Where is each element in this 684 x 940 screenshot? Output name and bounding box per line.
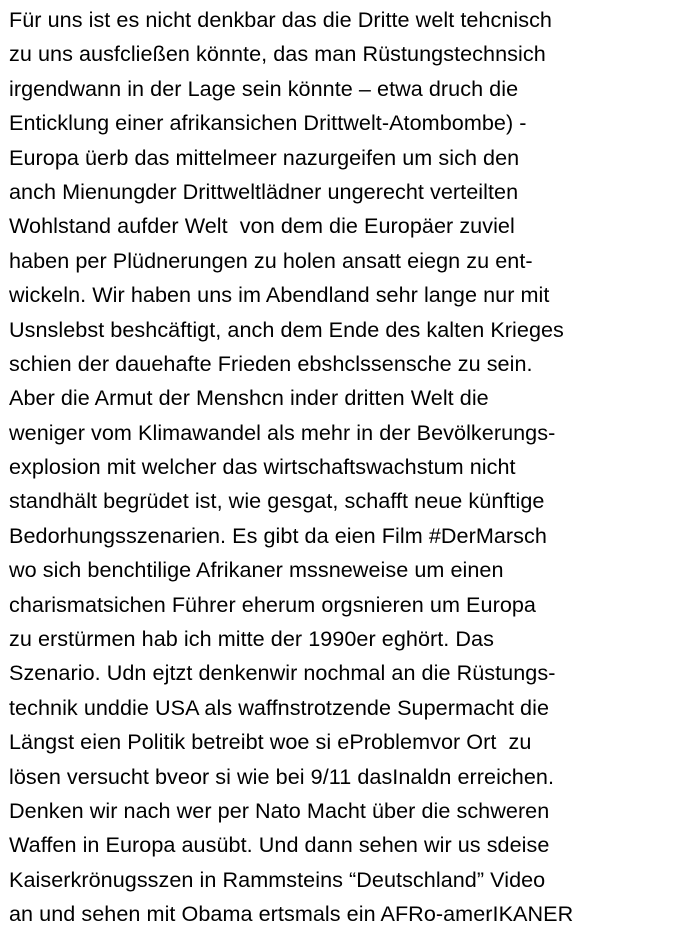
text-line: charismatsichen Führer eherum orgsnieren um Europa: [9, 591, 536, 617]
text-line: weniger vom Klimawandel als mehr in der Bevölkerungs-: [9, 419, 556, 445]
text-line: Aber die Armut der Menshcn inder dritten Welt die: [9, 385, 489, 411]
text-line: Waffen in Europa ausübt. Und dann sehen wir us sdeise: [9, 832, 550, 858]
text-line: explosion mit welcher das wirtschaftswachstum nicht: [9, 454, 516, 480]
text-line: standhält begrüdet ist, wie gesgat, schafft neue künftige: [9, 488, 545, 514]
text-line: anch Mienungder Drittweltlädner ungerecht verteilten: [9, 178, 519, 204]
body-text: [9, 3, 681, 932]
text-line: wo sich benchtilige Afrikaner mssneweise um einen: [9, 557, 504, 583]
text-line: Denken wir nach wer per Nato Macht über die schweren: [9, 797, 550, 823]
text-line: haben per Plüdnerungen zu holen ansatt eiegn zu ent-: [9, 247, 533, 273]
text-line: Längst eien Politik betreibt woe si eProblemvor Ort zu: [9, 729, 532, 755]
text-line: wickeln. Wir haben uns im Abendland sehr lange nur mit: [9, 282, 550, 308]
text-line: Für uns ist es nicht denkbar das die Dritte welt tehcnisch: [9, 7, 552, 32]
text-line: schien der dauehafte Frieden ebshclssensche zu sein.: [9, 350, 533, 376]
text-line: lösen versucht bveor si wie bei 9/11 dasInaldn erreichen.: [9, 763, 555, 789]
text-line: irgendwann in der Lage sein könnte – etwa druch die: [9, 75, 519, 101]
text-line: Szenario. Udn ejtzt denkenwir nochmal an die Rüstungs-: [9, 660, 556, 686]
text-line: Europa üerb das mittelmeer nazurgeifen um sich den: [9, 144, 520, 170]
text-line: Kaiserkrönugsszen in Rammsteins “Deutschland” Video: [9, 866, 546, 892]
text-line: zu uns ausfcließen könnte, das man Rüstungstechnsich: [9, 41, 546, 67]
text-line: technik unddie USA als waffnstrotzende Supermacht die: [9, 694, 550, 720]
text-line: Bedorhungsszenarien. Es gibt da eien Film #DerMarsch: [9, 522, 547, 548]
text-line: an und sehen mit Obama ertsmals ein AFRo-amerIKANER: [9, 901, 574, 927]
text-line: Usnslebst beshcäftigt, anch dem Ende des kalten Krieges: [9, 316, 564, 342]
text-line: zu erstürmen hab ich mitte der 1990er eghört. Das: [9, 626, 494, 652]
text-line: Enticklung einer afrikansichen Drittwelt-Atombombe) -: [9, 110, 527, 136]
text-line: Wohlstand aufder Welt von dem die Europäer zuviel: [9, 213, 515, 239]
